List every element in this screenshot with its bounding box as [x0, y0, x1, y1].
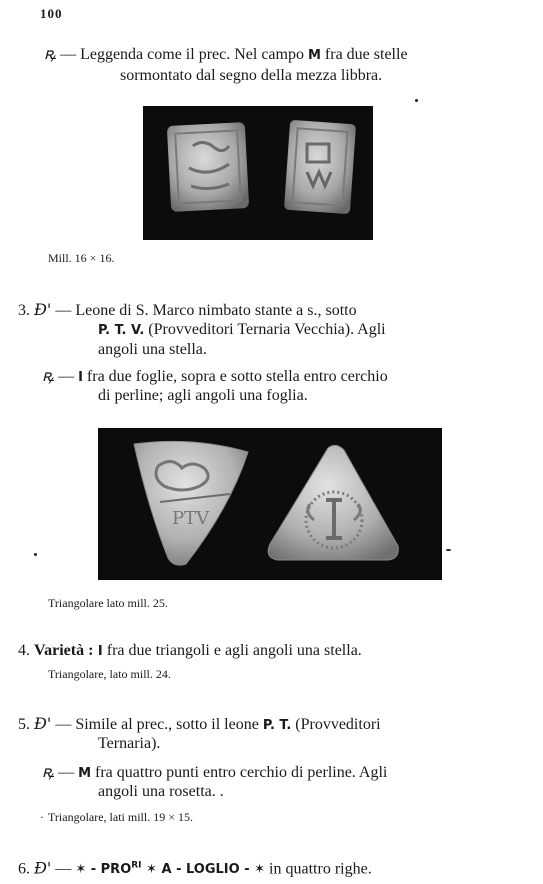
- page-speck: [415, 99, 418, 102]
- item5-obverse-line-1: [18, 714, 381, 736]
- letter-I: I: [78, 370, 83, 385]
- item3-obverse-line-1: [18, 300, 357, 321]
- reverse-symbol: ꝶ: [42, 762, 55, 781]
- caption-square-size: Mill. 16 × 16.: [48, 251, 115, 265]
- page-number: 100: [40, 6, 63, 21]
- coin-photo-triangular-svg: [98, 428, 442, 580]
- item-number: 3.: [18, 302, 30, 319]
- page-speck: [446, 549, 451, 551]
- item5-caption: [40, 810, 193, 824]
- prev-reverse-line-1: [44, 44, 408, 66]
- variety-label: Varietà :: [34, 642, 94, 659]
- page-speck: [34, 553, 37, 556]
- letter-M: M: [78, 766, 92, 781]
- caption-dot: ·: [40, 810, 44, 824]
- reverse-symbol: ꝶ: [42, 366, 55, 385]
- coin-square-reverse: [284, 120, 356, 214]
- item6-obverse-line: [18, 856, 372, 880]
- item3-obverse-line-3: angoli una stella.: [98, 341, 207, 358]
- coin-photo-triangular: [98, 428, 442, 580]
- item4-line: [18, 641, 362, 662]
- coin-photo-square: [143, 106, 373, 240]
- item-number: 6.: [18, 860, 30, 878]
- item-number: 5.: [18, 716, 30, 733]
- text-run: fra due foglie, sopra e sotto stella entro cerchio: [82, 368, 388, 385]
- legend-part: ✶ - PRO: [75, 862, 132, 878]
- text-run: — Simile al prec., sotto il leone: [55, 716, 263, 733]
- item5-reverse-line-1: [42, 762, 387, 784]
- coin-triangle-reverse: [268, 445, 398, 560]
- caption-triangle-size: Triangolare lato mill. 25.: [48, 596, 168, 610]
- reverse-symbol: ꝶ: [44, 44, 57, 63]
- coin-triangle-obverse: [134, 441, 248, 565]
- obverse-symbol: Đ': [34, 714, 52, 733]
- item3-reverse-line-2: di perline; agli angoli una foglia.: [98, 387, 308, 404]
- item3-obverse-line-2: [98, 320, 386, 341]
- legend-part: ✶ A - LOGLIO - ✶: [141, 862, 266, 878]
- text-run: (Provveditori Ternaria Vecchia). Agli: [144, 321, 386, 338]
- coin-inscription: PTV: [172, 508, 210, 529]
- caption-text: Triangolare, lati mill. 19 × 15.: [48, 810, 193, 824]
- text-run: fra due triangoli e agli angoli una stella.: [102, 642, 362, 659]
- letter-I: I: [93, 644, 103, 659]
- text-run: — Leggenda come il prec. Nel campo: [60, 46, 308, 63]
- coin-square-obverse: [167, 122, 249, 212]
- text-run: —: [58, 368, 79, 385]
- text-run: — Leone di S. Marco nimbato stante a s., sotto: [55, 302, 357, 319]
- text-run: —: [58, 764, 79, 781]
- legend-text: [75, 862, 265, 877]
- text-run: fra quattro punti entro cerchio di perline. Agli: [91, 764, 388, 781]
- item5-reverse-line-2: angoli una rosetta. .: [98, 783, 224, 800]
- letter-M: M: [307, 48, 321, 63]
- text-run: (Provveditori: [291, 716, 381, 733]
- legend-ptv: P. T. V.: [98, 323, 145, 338]
- obverse-symbol: Đ': [34, 858, 52, 878]
- text-run: fra due stelle: [320, 46, 408, 63]
- coin-photo-square-svg: [143, 106, 373, 240]
- item5-obverse-line-2: Ternaria).: [98, 735, 161, 752]
- obverse-symbol: Đ': [34, 300, 52, 319]
- legend-superscript: RI: [131, 861, 142, 871]
- text-run: —: [55, 860, 76, 878]
- item4-caption: Triangolare, lato mill. 24.: [48, 667, 171, 681]
- text-run: in quattro righe.: [265, 860, 372, 878]
- item-number: 4.: [18, 642, 30, 659]
- legend-pt: P. T.: [262, 718, 292, 733]
- item3-reverse-line-1: [42, 366, 388, 388]
- prev-reverse-line-2: sormontato dal segno della mezza libbra.: [120, 67, 383, 84]
